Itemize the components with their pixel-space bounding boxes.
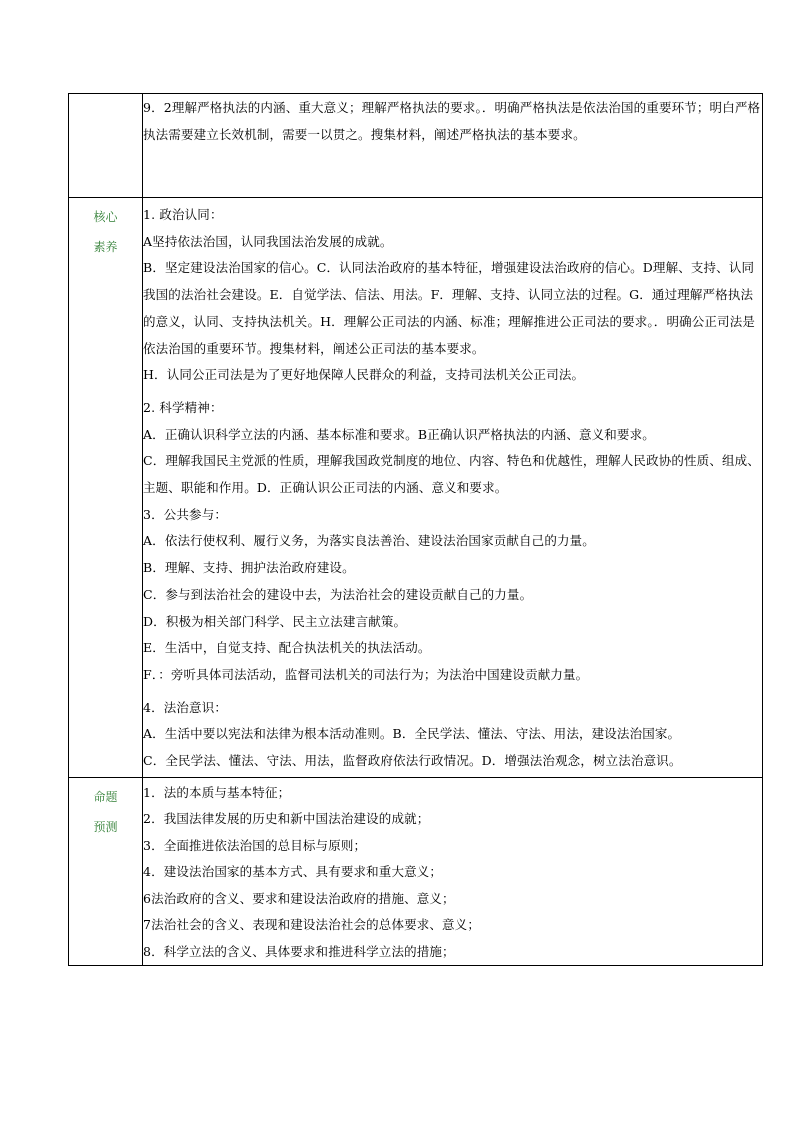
section-item: F．：旁听具体司法活动，监督司法机关的司法行为；为法治中国建设贡献力量。 [143, 666, 589, 682]
row-label-cell [69, 777, 143, 966]
section-item: B．理解、支持、拥护法治政府建设。 [143, 560, 355, 576]
prediction-item: 8．科学立法的含义、具体要求和推进科学立法的措施； [143, 943, 455, 959]
prediction-item: 2．我国法律发展的历史和新中国法治建设的成就； [143, 811, 430, 827]
section-public-participation [143, 502, 762, 689]
section-item: A．正确认识科学立法的内涵、基本标准和要求。B正确认识严格执法的内涵、意义和要求。 [143, 426, 655, 442]
row-body-cell [143, 198, 763, 778]
paragraph: 9．2理解严格执法的内涵、重大意义；理解严格执法的要求。．明确严格执法是依法治国的重要环节；明白严格执法需要建立长效机制，需要一以贯之。搜集材料，阐述严格执法的基本要求。 [143, 100, 761, 142]
section-item: E．生活中，自觉支持、配合执法机关的执法活动。 [143, 640, 431, 656]
section-item: A．依法行使权利、履行义务，为落实良法善治、建设法治国家贡献自己的力量。 [143, 533, 595, 549]
section-heading: 2. 科学精神： [143, 399, 223, 415]
section-scientific-spirit [143, 395, 762, 502]
prediction-item: 1．法的本质与基本特征； [143, 784, 291, 800]
section-item: C．全民学法、懂法、守法、用法，监督政府依法行政情况。D．增强法治观念，树立法治意识。 [143, 753, 682, 769]
table-row [69, 198, 763, 778]
section-heading: 3．公共参与： [143, 506, 228, 522]
section-heading: 4．法治意识： [143, 699, 228, 715]
table-row [69, 94, 763, 198]
table-row [69, 777, 763, 966]
content-table [68, 93, 763, 966]
section-item: C．理解我国民主党派的性质，理解我国政党制度的地位、内容、特色和优越性，理解人民政协的性质、组成、主题、职能和作用。D．正确认识公正司法的内涵、意义和要求。 [143, 453, 760, 496]
section-item: A．生活中要以宪法和法律为根本活动准则。B．全民学法、懂法、守法、用法，建设法治国家。 [143, 726, 681, 742]
prediction-item: 4．建设法治国家的基本方式、具有要求和重大意义； [143, 864, 443, 880]
section-item: D．积极为相关部门科学、民主立法建言献策。 [143, 613, 407, 629]
section-rule-of-law-awareness [143, 695, 762, 775]
row-label-cell [69, 198, 143, 778]
section-heading: 1. 政治认同： [143, 207, 223, 222]
row-label-cell [69, 94, 143, 198]
row-body-cell [143, 777, 763, 966]
row-label-line: 命题 [93, 789, 118, 804]
row-label-line: 核心 [93, 210, 118, 224]
section-item: A坚持依法治国，认同我国法治发展的成就。 [143, 233, 393, 249]
section-political-identity [143, 202, 762, 389]
section-item: C．参与到法治社会的建设中去，为法治社会的建设贡献自己的力量。 [143, 586, 533, 602]
prediction-item: 3．全面推进依法治国的总目标与原则； [143, 837, 367, 853]
prediction-item: 6法治政府的含义、要求和建设法治政府的措施、意义； [143, 890, 455, 906]
prediction-item: 7法治社会的含义、表现和建设法治社会的总体要求、意义； [143, 917, 481, 933]
row-body-cell [143, 94, 763, 198]
row-label-line: 素养 [93, 240, 118, 254]
section-item: B．坚定建设法治国家的信心。C．认同法治政府的基本特征，增强建设法治政府的信心。D理解、支持、认同我国的法治社会建设。E．自觉学法、信法、用法。F．理解、支持、认同立法的过程。G．通过理解严格执法的意义，认同、支持执法机关。H．理解公正司法的内涵、标准；理解推进公正司法的要求。．明确公正司法是依法治国的重要环节。搜集材料，阐述公正司法的基本要求。 [143, 260, 756, 356]
section-item: H．认同公正司法是为了更好地保障人民群众的利益，支持司法机关公正司法。 [143, 367, 585, 383]
row-label-line: 预测 [93, 819, 118, 834]
